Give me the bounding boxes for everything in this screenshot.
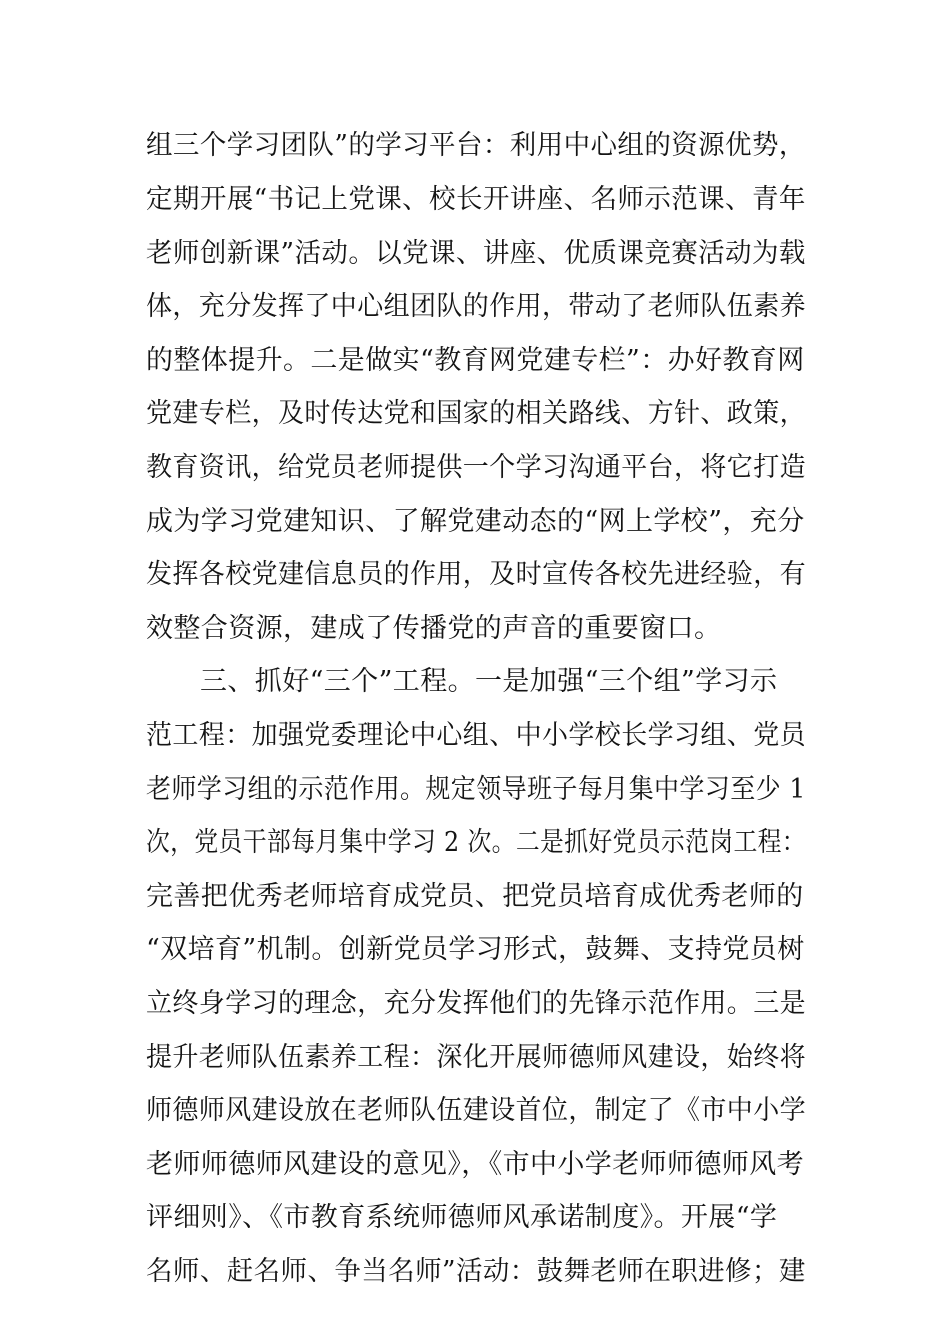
text-line: 的整体提升。二是做实“教育网党建专栏”：办好教育网 bbox=[146, 345, 805, 376]
text-line: 教育资讯，给党员老师提供一个学习沟通平台，将它打造 bbox=[146, 452, 806, 483]
text-line: 老师学习组的示范作用。规定领导班子每月集中学习至少 1 bbox=[146, 774, 806, 805]
text-line: 发挥各校党建信息员的作用，及时宣传各校先进经验，有 bbox=[146, 559, 806, 590]
text-line: 效整合资源，建成了传播党的声音的重要窗口。 bbox=[146, 613, 722, 644]
text-line: 老师创新课”活动。以党课、讲座、优质课竞赛活动为载 bbox=[146, 238, 806, 269]
text-line: “双培育”机制。创新党员学习形式，鼓舞、支持党员树 bbox=[146, 934, 805, 965]
text-line: 完善把优秀老师培育成党员、把党员培育成优秀老师的 bbox=[146, 881, 804, 912]
text-line: 师德师风建设放在老师队伍建设首位，制定了《市中小学 bbox=[146, 1095, 806, 1126]
text-line: 提升老师队伍素养工程：深化开展师德师风建设，始终将 bbox=[146, 1042, 806, 1073]
text-line: 名师、赶名师、争当名师”活动：鼓舞老师在职进修；建 bbox=[146, 1256, 806, 1287]
text-line: 成为学习党建知识、了解党建动态的“网上学校”，充分 bbox=[146, 506, 805, 537]
text-line: 范工程：加强党委理论中心组、中小学校长学习组、党员 bbox=[146, 720, 806, 751]
text-line: 老师师德师风建设的意见》，《市中小学老师师德师风考 bbox=[146, 1149, 804, 1180]
text-line: 次，党员干部每月集中学习 2 次。二是抓好党员示范岗工程： bbox=[146, 827, 806, 858]
text-line: 组三个学习团队”的学习平台：利用中心组的资源优势， bbox=[146, 130, 806, 161]
text-line: 立终身学习的理念，充分发挥他们的先锋示范作用。三是 bbox=[146, 988, 806, 1019]
text-line: 定期开展“书记上党课、校长开讲座、名师示范课、青年 bbox=[146, 184, 806, 215]
text-line: 党建专栏，及时传达党和国家的相关路线、方针、政策， bbox=[146, 398, 806, 429]
text-line: 体，充分发挥了中心组团队的作用，带动了老师队伍素养 bbox=[146, 291, 806, 322]
paragraph-start-line: 三、抓好“三个”工程。一是加强“三个组”学习示 bbox=[200, 666, 778, 697]
text-line: 评细则》、《市教育系统师德师风承诺制度》。开展“学 bbox=[146, 1202, 778, 1233]
